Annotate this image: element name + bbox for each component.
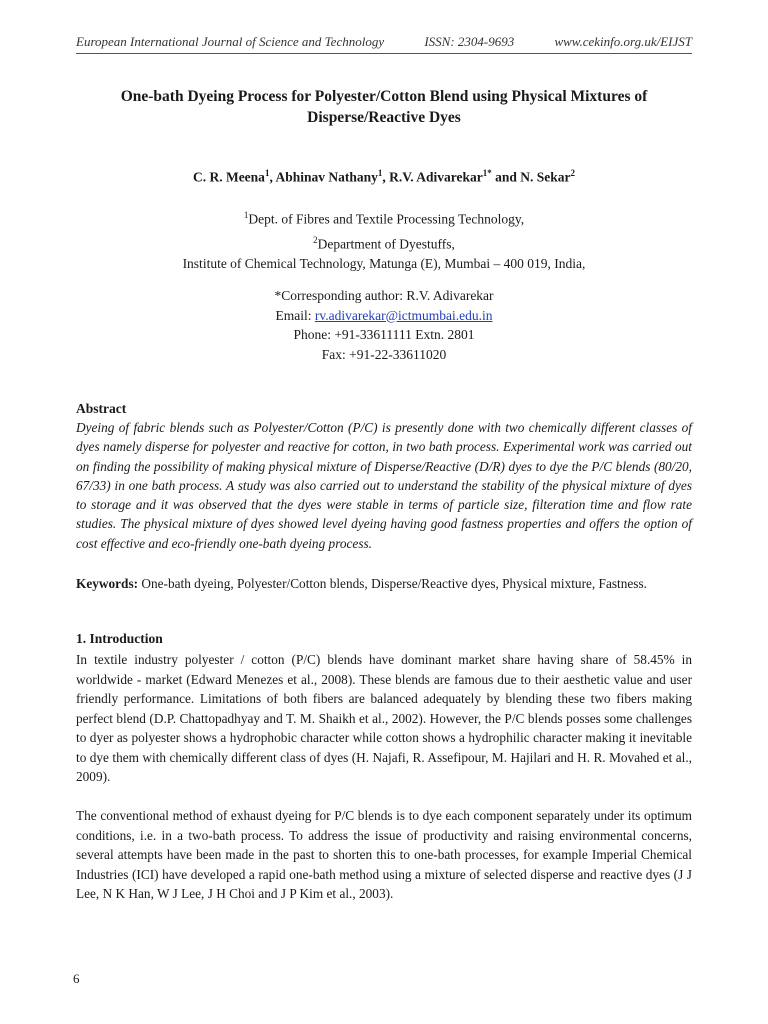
affiliation-text: Department of Dyestuffs, — [317, 236, 455, 251]
phone-line: Phone: +91-33611111 Extn. 2801 — [293, 327, 475, 342]
abstract-heading: Abstract — [76, 401, 127, 416]
keywords-text: One-bath dyeing, Polyester/Cotton blends, Disperse/Reactive dyes, Physical mixture, Fastness. — [138, 576, 647, 591]
running-header — [76, 34, 692, 50]
introduction-paragraph-1: In textile industry polyester / cotton (P/C) blends have dominant market share having share of 58.45% in worldwide - market (Edward Menezes et al., 2008). These blends are famous due to their aesthetic value and user friendly performance. Limitations of both fibers are balanced adequately by blending these two fibers making perfect blend (D.P. Chattopadhyay and T. M. Shaikh et al., 2002). However, the P/C blends posses some challenges to dyer as polyester shows a hydrophobic character while cotton shows a hydrophilic character making it inevitable to dye them with chemically different class of dyes (H. Najafi, R. Assefipour, M. Hajilari and H. R. Movahed et al., 2009). — [76, 652, 692, 784]
author-name: C. R. Meena — [192, 169, 265, 185]
affiliation-mark: 2 — [313, 234, 318, 245]
fax-line: Fax: +91-22-33611020 — [321, 346, 447, 362]
author-name: Abhinav Nathany — [275, 169, 378, 185]
affiliation-line — [76, 230, 692, 255]
affiliation-text: Dept. of Fibres and Textile Processing Technology, — [248, 211, 525, 227]
author-affiliation-mark: 1* — [482, 168, 492, 178]
contact-block — [76, 286, 692, 364]
journal-url: www.cekinfo.org.uk/EIJST — [554, 34, 692, 49]
paper-title: One-bath Dyeing Process for Polyester/Cotton Blend using Physical Mixtures of Disperse/Reactive Dyes — [120, 88, 648, 126]
section-heading-introduction: 1. Introduction — [76, 631, 163, 646]
author-name: R.V. Adivarekar — [389, 169, 483, 185]
author-separator: , — [382, 169, 390, 185]
author-affiliation-mark: 1 — [264, 168, 270, 178]
keywords — [76, 574, 692, 594]
institute-line: Institute of Chemical Technology, Matunga (E), Mumbai – 400 019, India, — [182, 256, 586, 271]
author-list — [76, 168, 692, 186]
keywords-label: Keywords: — [76, 576, 139, 591]
abstract-text: Dyeing of fabric blends such as Polyester/Cotton (P/C) is presently done with two chemically different classes of dyes namely disperse for polyester and reactive for cotton, in two bath process. Experimental work was carried out on finding the possibility of making physical mixture of Disperse/Reactive (D/R) dyes to dye the P/C blends (80/20, 67/33) in one bath process. A study was also carried out to understand the stability of the physical mixture of dyes to storage and it was observed that the dyes were stable in terms of particle size, filteration time and flow rate studies. The physical mixture of dyes showed level dyeing having good fastness properties and offers the option of cost effective and eco-friendly one-bath dyeing process. — [76, 420, 692, 551]
journal-issn: ISSN: 2304-9693 — [424, 34, 515, 49]
author-separator: and — [491, 169, 521, 185]
affiliations — [76, 205, 692, 274]
header-divider — [76, 53, 692, 54]
affiliation-line — [76, 205, 692, 230]
author-affiliation-mark: 1 — [377, 168, 383, 178]
email-label: Email: — [275, 307, 315, 323]
journal-name: European International Journal of Science and Technology — [76, 34, 385, 49]
author-affiliation-mark: 2 — [570, 168, 576, 178]
corresponding-author: *Corresponding author: R.V. Adivarekar — [274, 288, 494, 303]
affiliation-mark: 1 — [243, 210, 249, 220]
email-line — [76, 306, 692, 326]
page-number: 6 — [73, 971, 80, 986]
author-separator: , — [269, 169, 276, 185]
email-link[interactable]: rv.adivarekar@ictmumbai.edu.in — [314, 307, 493, 323]
introduction-paragraph-2: The conventional method of exhaust dyeing for P/C blends is to dye each component separately under its optimum conditions, i.e. in a two-bath process. To address the issue of productivity and raising environmental concerns, several attempts have been made in the past to shorten this to one-bath processes, for example Imperial Chemical Industries (ICI) have developed a rapid one-bath method using a mixture of selected disperse and reactive dyes (J J Lee, N K Han, W J Lee, J H Choi and J P Kim et al., 2003). — [76, 808, 692, 901]
author-name: N. Sekar — [520, 169, 571, 185]
